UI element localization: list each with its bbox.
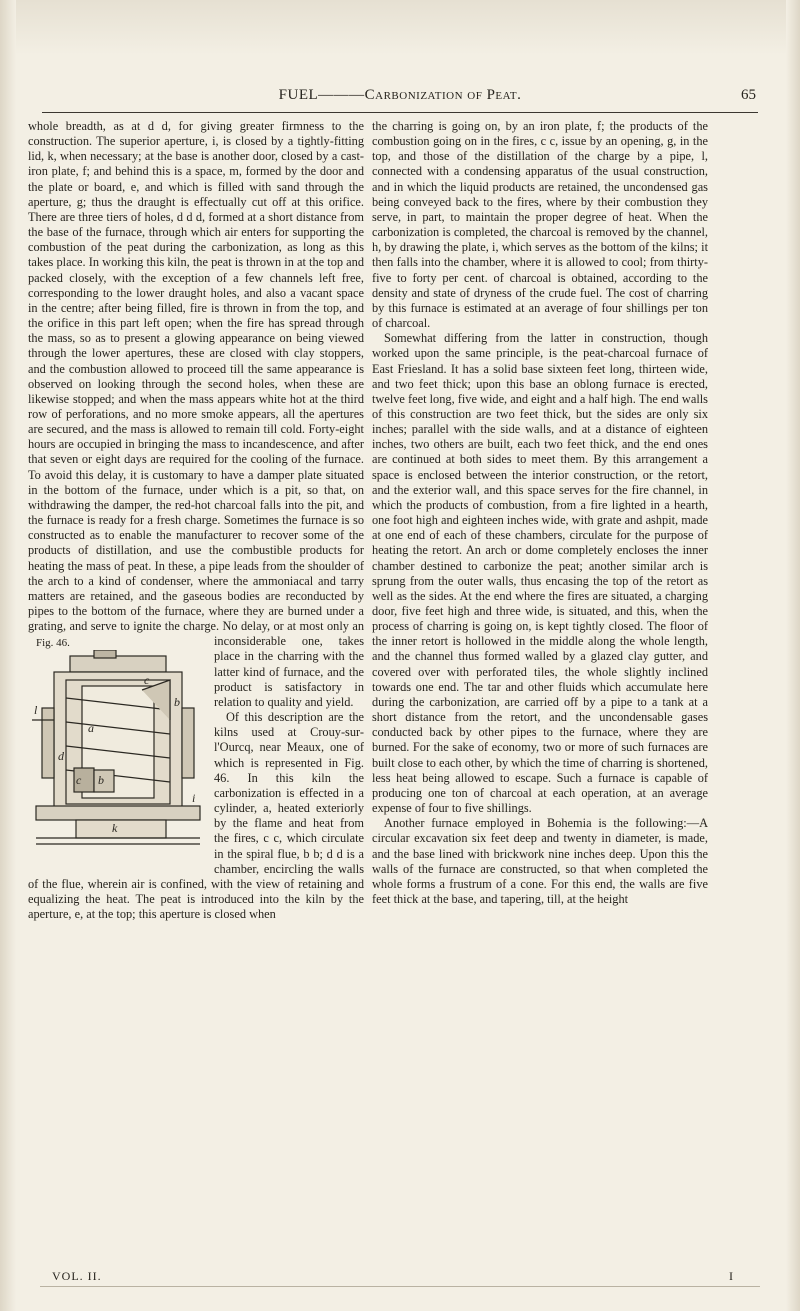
- right-paragraph-2: Somewhat differing from the latter in construction, though worked upon the same principle, is the peat-charcoal furnace of East Friesland. It has a solid base sixteen feet long, thirteen wide, and two feet thick; upon this base an oblong furnace is erected, twelve feet long, five wide, and eight and a half high. The end walls of this construction are two feet thick, but the sides are only six inches; parallel with the side walls, and at a distance of eighteen inches, two others are built, each two feet thick, and the end ones are continued at both sides to meet them. By this arrangement a space is enclosed between the interior construction, or the retort, and the exterior wall, and this space serves for the fire channel, in which the products of combustion, from a fire lighted in a hearth, one foot high and eighteen inches wide, with grate and ashpit, made at one end of each of these chambers, circulate for the purpose of heating the retort. An arch or dome completely encloses the inner chamber destined to carbonize the peat; another similar arch is sprung from the outer walls, thus encasing the top of the retort as well as the sides. At the end where the fires are situated, a charging door, five feet high and three wide, is situated, and this, when the process of charring is going on, is kept tightly closed. The floor of the inner retort is hollowed in the middle along the whole length, and the channel thus formed walled by a glazed clay gutter, and covered over with perforated tiles, the whole slightly inclined towards one end. The tar and other fluids which accumulate here during the carbonization, are carried off by a pipe to a tank at a short distance from the retort, and the uncondensable gases conducted back by other pipes to the furnace, where they are burned. For the sake of economy, two or more of such furnaces are built close to each other, by which the time of charring is shortened, less heat being allowed to escape. Such a furnace is capable of producing one ton of charcoal at each operation, at an average expense of four to five shillings.: [372, 331, 708, 816]
- page-edge-shadow-right: [786, 0, 800, 1311]
- figure-caption: Fig. 46.: [36, 637, 70, 650]
- fig-letter-b2: b: [174, 695, 180, 710]
- kiln-lower-door-right: [94, 770, 114, 792]
- running-head: [40, 87, 760, 104]
- fig-letter-i: i: [192, 791, 196, 806]
- fig-letter-c: c: [144, 673, 150, 688]
- kiln-illustration: [32, 650, 204, 856]
- kiln-top-cap: [70, 656, 166, 672]
- right-column: [372, 119, 708, 907]
- volume-marker: VOL. II.: [52, 1269, 102, 1283]
- page-header: [40, 87, 760, 111]
- right-paragraph-3: Another furnace employed in Bohemia is the following:—A circular excavation six feet deep and twenty in diameter, is made, and the base lined with brickwork nine inches deep. Upon this the walls of the furnace are constructed, so that when completed the whole forms a frustrum of a cone. For this end, the walls are five feet thick at the base, and tapering, till, at the height: [372, 816, 708, 906]
- signature-mark: I: [729, 1269, 733, 1283]
- page-edge-shadow-left: [0, 0, 16, 1311]
- running-head-dash: ———: [318, 87, 365, 103]
- left-paragraph-1-wrap: only an inconsiderable one, takes place in the charring with the latter kind of furnace, and the product is satisfactory in relation to quality and yield.: [214, 619, 364, 709]
- running-head-right: Carbonization of Peat.: [364, 87, 522, 103]
- kiln-base-slab: [36, 806, 200, 820]
- left-column: [28, 119, 364, 922]
- header-rule: [42, 112, 758, 113]
- figure-46: [28, 634, 208, 860]
- page-edge-shadow-top: [0, 0, 800, 55]
- kiln-left-chamber: [42, 708, 54, 778]
- footer-rule: [40, 1286, 760, 1287]
- fig-letter-d: d: [58, 749, 64, 764]
- fig-letter-a: a: [88, 721, 94, 736]
- fig-letter-b: b: [98, 773, 104, 788]
- right-paragraph-1: the charring is going on, by an iron plate, f; the products of the combustion going on in the fires, c c, issue by an opening, g, in the top, and those of the distillation of the charge by a pipe, l, connected with a condensing apparatus of the usual construction, and in which the liquid products are retained, the uncondensed gas being conveyed back to the fires, where by their combustion they serve, in part, to maintain the proper degree of heat. When the carbonization is completed, the charcoal is removed by the channel, h, by drawing the plate, i, which serves as the bottom of the kilns; it then falls into the chamber, where it is allowed to cool; from thirty-five to forty per cent. of charcoal is obtained, according to the density and state of dryness of the crude fuel. The cost of charring by this furnace is estimated at an average of four shillings per ton of charcoal.: [372, 119, 708, 331]
- left-paragraph-2: Of this description are the kilns used at Crouy-sur-l'Ourcq, near Meaux, one of which is represented in Fig. 46. In this kiln the carbonization is effected in a cylinder, a, heated exteriorly by the flame and heat from the fires, c c, which circulate in the spiral flue, b b; d d is a chamber, encircling the walls of the flue, wherein air is confined, with the view of retaining and equalizing the heat. The peat is introduced into the kiln by the aperture, e, at the top; this aperture is closed when: [28, 710, 364, 922]
- kiln-right-chamber: [182, 708, 194, 778]
- fig-letter-c2: c: [76, 773, 82, 788]
- kiln-foundation-lines: [36, 838, 200, 844]
- fig-letter-l: l: [34, 703, 38, 718]
- fig-letter-k: k: [112, 821, 118, 836]
- kiln-ash-chamber: [76, 820, 166, 838]
- left-paragraph-1: whole breadth, as at d d, for giving greater firmness to the construction. The superior aperture, i, is closed by a tightly-fitting lid, k, when necessary; at the base is another door, closed by a cast-iron plate, f; and behind this is a space, m, formed by the door and the plate or board, e, and which is filled with sand through the aperture, g; thus the draught is effectually cut off at this orifice. There are three tiers of holes, d d d, formed at a short distance from the base of the furnace, through which air enters for supporting the combustion of the peat during the carbonization, as long as this takes place. In working this kiln, the peat is thrown in at the top and packed closely, with the exception of a few channels left free, corresponding to the lower draught holes, and also a vacant space in the centre; after being filled, fire is thrown in from the top, and the orifice in this part left open; when the fire has spread through the mass, so as to present a glowing appearance on being viewed through the lower apertures, these are closed with clay stoppers, and the combustion allowed to proceed till the same appearance is observed on looking through the second holes, when these are likewise stopped; and when the mass appears white hot at the third row of perforations, and no more smoke appears, all the apertures are secured, and the mass is allowed to remain till cold. Forty-eight hours are occupied in bringing the mass to incandescence, and after that seven or eight days are required for the cooling of the furnace. To avoid this delay, it is customary to have a damper plate situated in the bottom of the furnace, under which is a pit, so that, on withdrawing the damper, the red-hot charcoal falls into the pit, and the furnace is ready for a fresh charge. Sometimes the furnace is so constructed as to enable the manufacturer to recover some of the products of distillation, and use the combustible products for heating the mass of peat. In these, a pipe leads from the shoulder of the arch to a kind of condenser, where the ammoniacal and tarry matters are retained, and the gaseous bodies are reconducted by pipes to the bottom of the furnace, where they are burned under a grating, and serve to ignite the charge. No delay, or at most Fig. 46. c a c b b k d l i only an inconsiderable one, takes place in the charring with the latter kind of furnace, and the product is satisfactory in relation to quality and yield.: [28, 119, 364, 710]
- running-head-left: FUEL: [278, 87, 319, 103]
- kiln-top-opening: [94, 650, 116, 658]
- page-number: 65: [741, 87, 756, 103]
